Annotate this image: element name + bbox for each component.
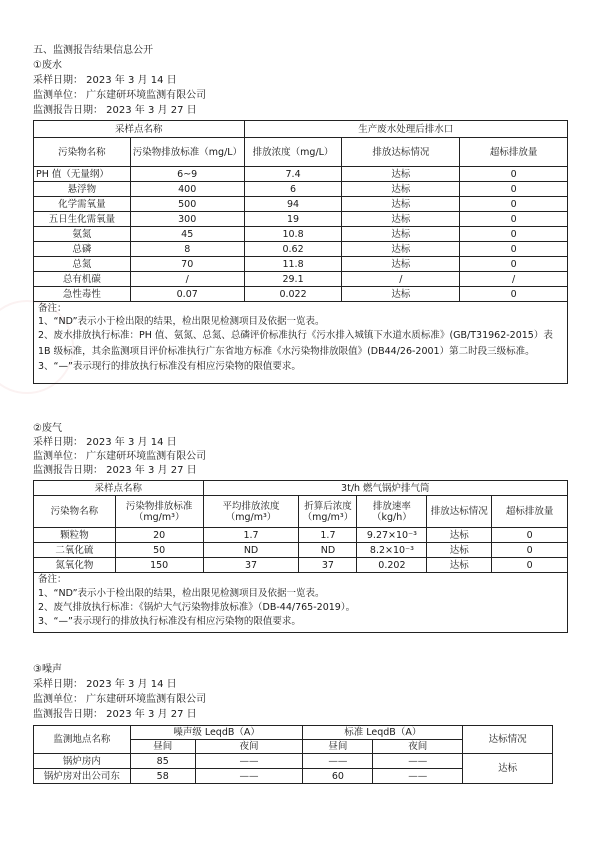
noise-sampling-date: 采样日期： 2023 年 3 月 14 日 [33, 679, 177, 690]
water-notes-title: 备注： [38, 303, 67, 314]
noise-compliance-header: 达标情况 [463, 726, 553, 754]
cell: 0 [460, 212, 568, 227]
noise-location-header: 监测地点名称 [34, 726, 131, 754]
cell: 11.8 [244, 257, 342, 272]
table-row [34, 212, 568, 227]
cell: 二氧化硫 [34, 543, 116, 558]
section-title: 五、监测报告结果信息公开 [33, 45, 153, 56]
gas-heading: ②废气 [33, 423, 62, 434]
gas-avg-conc-header: 平均排放浓度（mg/m³） [203, 496, 299, 528]
water-standard-header: 污染物排放标准（mg/L） [130, 138, 244, 167]
table-row [34, 167, 568, 182]
gas-notes-cell [34, 573, 568, 633]
cell: 9.27×10⁻³ [357, 528, 427, 543]
noise-level-day-header: 昼间 [130, 740, 195, 754]
cell: PH 值（无量纲） [34, 167, 131, 182]
gas-rate-header: 排放速率（kg/h） [357, 496, 427, 528]
cell: 0.202 [357, 558, 427, 573]
cell: 达标 [342, 287, 460, 302]
cell: 达标 [342, 197, 460, 212]
noise-table [33, 725, 553, 784]
table-row [34, 287, 568, 302]
cell: 悬浮物 [34, 182, 131, 197]
water-note-3: 3、“—”表示现行的排放执行标准没有相应污染物的限值要求。 [38, 361, 301, 372]
table-row [34, 197, 568, 212]
cell: 五日生化需氧量 [34, 212, 131, 227]
cell: 达标 [342, 167, 460, 182]
noise-level-header: 噪声级 LeqdB（A） [130, 726, 303, 740]
gas-converted-header: 折算后浓度（mg/m³） [299, 496, 357, 528]
cell: —— [195, 769, 303, 784]
cell: 达标 [427, 543, 492, 558]
cell: / [342, 272, 460, 287]
water-exceed-header: 超标排放量 [460, 138, 568, 167]
cell: 0 [460, 167, 568, 182]
cell: 45 [130, 227, 244, 242]
cell: 0.62 [244, 242, 342, 257]
cell: 1.7 [299, 528, 357, 543]
cell: 氮氧化物 [34, 558, 116, 573]
gas-note-3: 3、“—”表示现行的排放执行标准没有相应污染物的限值要求。 [38, 616, 301, 627]
cell: 0 [460, 257, 568, 272]
cell: 6 [244, 182, 342, 197]
table-row [34, 754, 553, 769]
table-row [34, 227, 568, 242]
cell: 锅炉房内 [34, 754, 131, 769]
cell: 300 [130, 212, 244, 227]
water-unit: 监测单位： 广东建研环境监测有限公司 [33, 90, 207, 101]
gas-unit: 监测单位： 广东建研环境监测有限公司 [33, 451, 207, 462]
gas-exceed-header: 超标排放量 [492, 496, 568, 528]
cell: 1.7 [203, 528, 299, 543]
water-concentration-header: 排放浓度（mg/L） [244, 138, 342, 167]
cell: 0 [460, 182, 568, 197]
cell: 0 [460, 197, 568, 212]
cell: 8 [130, 242, 244, 257]
cell: 0 [492, 528, 568, 543]
gas-report-date: 监测报告日期： 2023 年 3 月 27 日 [33, 465, 197, 476]
water-pollutant-header: 污染物名称 [34, 138, 131, 167]
gas-standard-header: 污染物排放标准（mg/m³） [115, 496, 203, 528]
cell: 10.8 [244, 227, 342, 242]
water-note-2: 2、废水排放执行标准：PH 值、氨氮、总氮、总磷评价标准执行《污水排入城镇下水道水质标准》(GB/T31962-2015）表 1B 级标准，其余监测项目评价标准执行广东省地方标准《水污染物排放限值》(DB44/26-2001）第二时段三级标准。 [38, 330, 553, 357]
cell: 400 [130, 182, 244, 197]
water-sampling-date: 采样日期： 2023 年 3 月 14 日 [33, 75, 177, 86]
cell: 37 [203, 558, 299, 573]
gas-notes-title: 备注： [38, 574, 67, 585]
cell: 85 [130, 754, 195, 769]
water-report-date: 监测报告日期： 2023 年 3 月 27 日 [33, 105, 197, 116]
water-note-1: 1、“ND”表示小于检出限的结果，检出限见检测项目及依据一览表。 [38, 316, 325, 327]
cell: ND [203, 543, 299, 558]
cell: 150 [115, 558, 203, 573]
gas-compliance-header: 排放达标情况 [427, 496, 492, 528]
cell: 0.07 [130, 287, 244, 302]
water-sample-point-header: 采样点名称 [34, 121, 245, 138]
cell: / [130, 272, 244, 287]
cell: ND [299, 543, 357, 558]
table-row [34, 242, 568, 257]
cell: 20 [115, 528, 203, 543]
gas-note-1: 1、“ND”表示小于检出限的结果，检出限见检测项目及依据一览表。 [38, 588, 325, 599]
cell: 50 [115, 543, 203, 558]
gas-pollutant-header: 污染物名称 [34, 496, 116, 528]
table-row [34, 543, 568, 558]
cell: 19 [244, 212, 342, 227]
water-heading: ①废水 [33, 60, 62, 71]
cell: 37 [299, 558, 357, 573]
water-table [33, 120, 568, 384]
noise-standard-day-header: 昼间 [303, 740, 373, 754]
cell: 94 [244, 197, 342, 212]
noise-report-date: 监测报告日期： 2023 年 3 月 27 日 [33, 709, 197, 720]
cell: 0 [492, 558, 568, 573]
noise-standard-header: 标准 LeqdB（A） [303, 726, 463, 740]
cell: 8.2×10⁻³ [357, 543, 427, 558]
cell: 58 [130, 769, 195, 784]
cell: 总氮 [34, 257, 131, 272]
cell: 锅炉房对出公司东 [34, 769, 131, 784]
cell: / [460, 272, 568, 287]
cell: —— [373, 754, 463, 769]
cell: 7.4 [244, 167, 342, 182]
gas-sample-point-header: 采样点名称 [34, 481, 204, 496]
gas-sampling-date: 采样日期： 2023 年 3 月 14 日 [33, 437, 177, 448]
cell: 达标 [427, 528, 492, 543]
cell: 0 [460, 242, 568, 257]
table-row [34, 272, 568, 287]
cell: 颗粒物 [34, 528, 116, 543]
cell: 500 [130, 197, 244, 212]
cell: 达标 [342, 242, 460, 257]
cell: 达标 [427, 558, 492, 573]
noise-compliance-value: 达标 [463, 754, 553, 784]
cell: 氨氮 [34, 227, 131, 242]
cell: 达标 [342, 227, 460, 242]
cell: 达标 [342, 212, 460, 227]
cell: 化学需氧量 [34, 197, 131, 212]
water-outlet-header: 生产废水处理后排水口 [244, 121, 567, 138]
water-compliance-header: 排放达标情况 [342, 138, 460, 167]
cell: 0 [460, 227, 568, 242]
noise-level-night-header: 夜间 [195, 740, 303, 754]
cell: —— [373, 769, 463, 784]
noise-unit: 监测单位： 广东建研环境监测有限公司 [33, 694, 207, 705]
cell: 总磷 [34, 242, 131, 257]
cell: —— [195, 754, 303, 769]
cell: 达标 [342, 182, 460, 197]
gas-table [33, 480, 568, 633]
table-row [34, 528, 568, 543]
cell: 0 [460, 287, 568, 302]
noise-standard-night-header: 夜间 [373, 740, 463, 754]
cell: 达标 [342, 257, 460, 272]
cell: 60 [303, 769, 373, 784]
cell: 0 [492, 543, 568, 558]
cell: 6~9 [130, 167, 244, 182]
gas-note-2: 2、废气排放执行标准：《锅炉大气污染物排放标准》（DB-44/765-2019）。 [38, 602, 356, 613]
cell: 70 [130, 257, 244, 272]
cell: —— [303, 754, 373, 769]
table-row [34, 257, 568, 272]
table-row [34, 182, 568, 197]
noise-heading: ③噪声 [33, 664, 62, 675]
cell: 急性毒性 [34, 287, 131, 302]
cell: 总有机碳 [34, 272, 131, 287]
cell: 0.022 [244, 287, 342, 302]
table-row [34, 558, 568, 573]
cell: 29.1 [244, 272, 342, 287]
gas-outlet-header: 3t/h 燃气锅炉排气筒 [203, 481, 567, 496]
water-notes-cell [34, 302, 568, 384]
